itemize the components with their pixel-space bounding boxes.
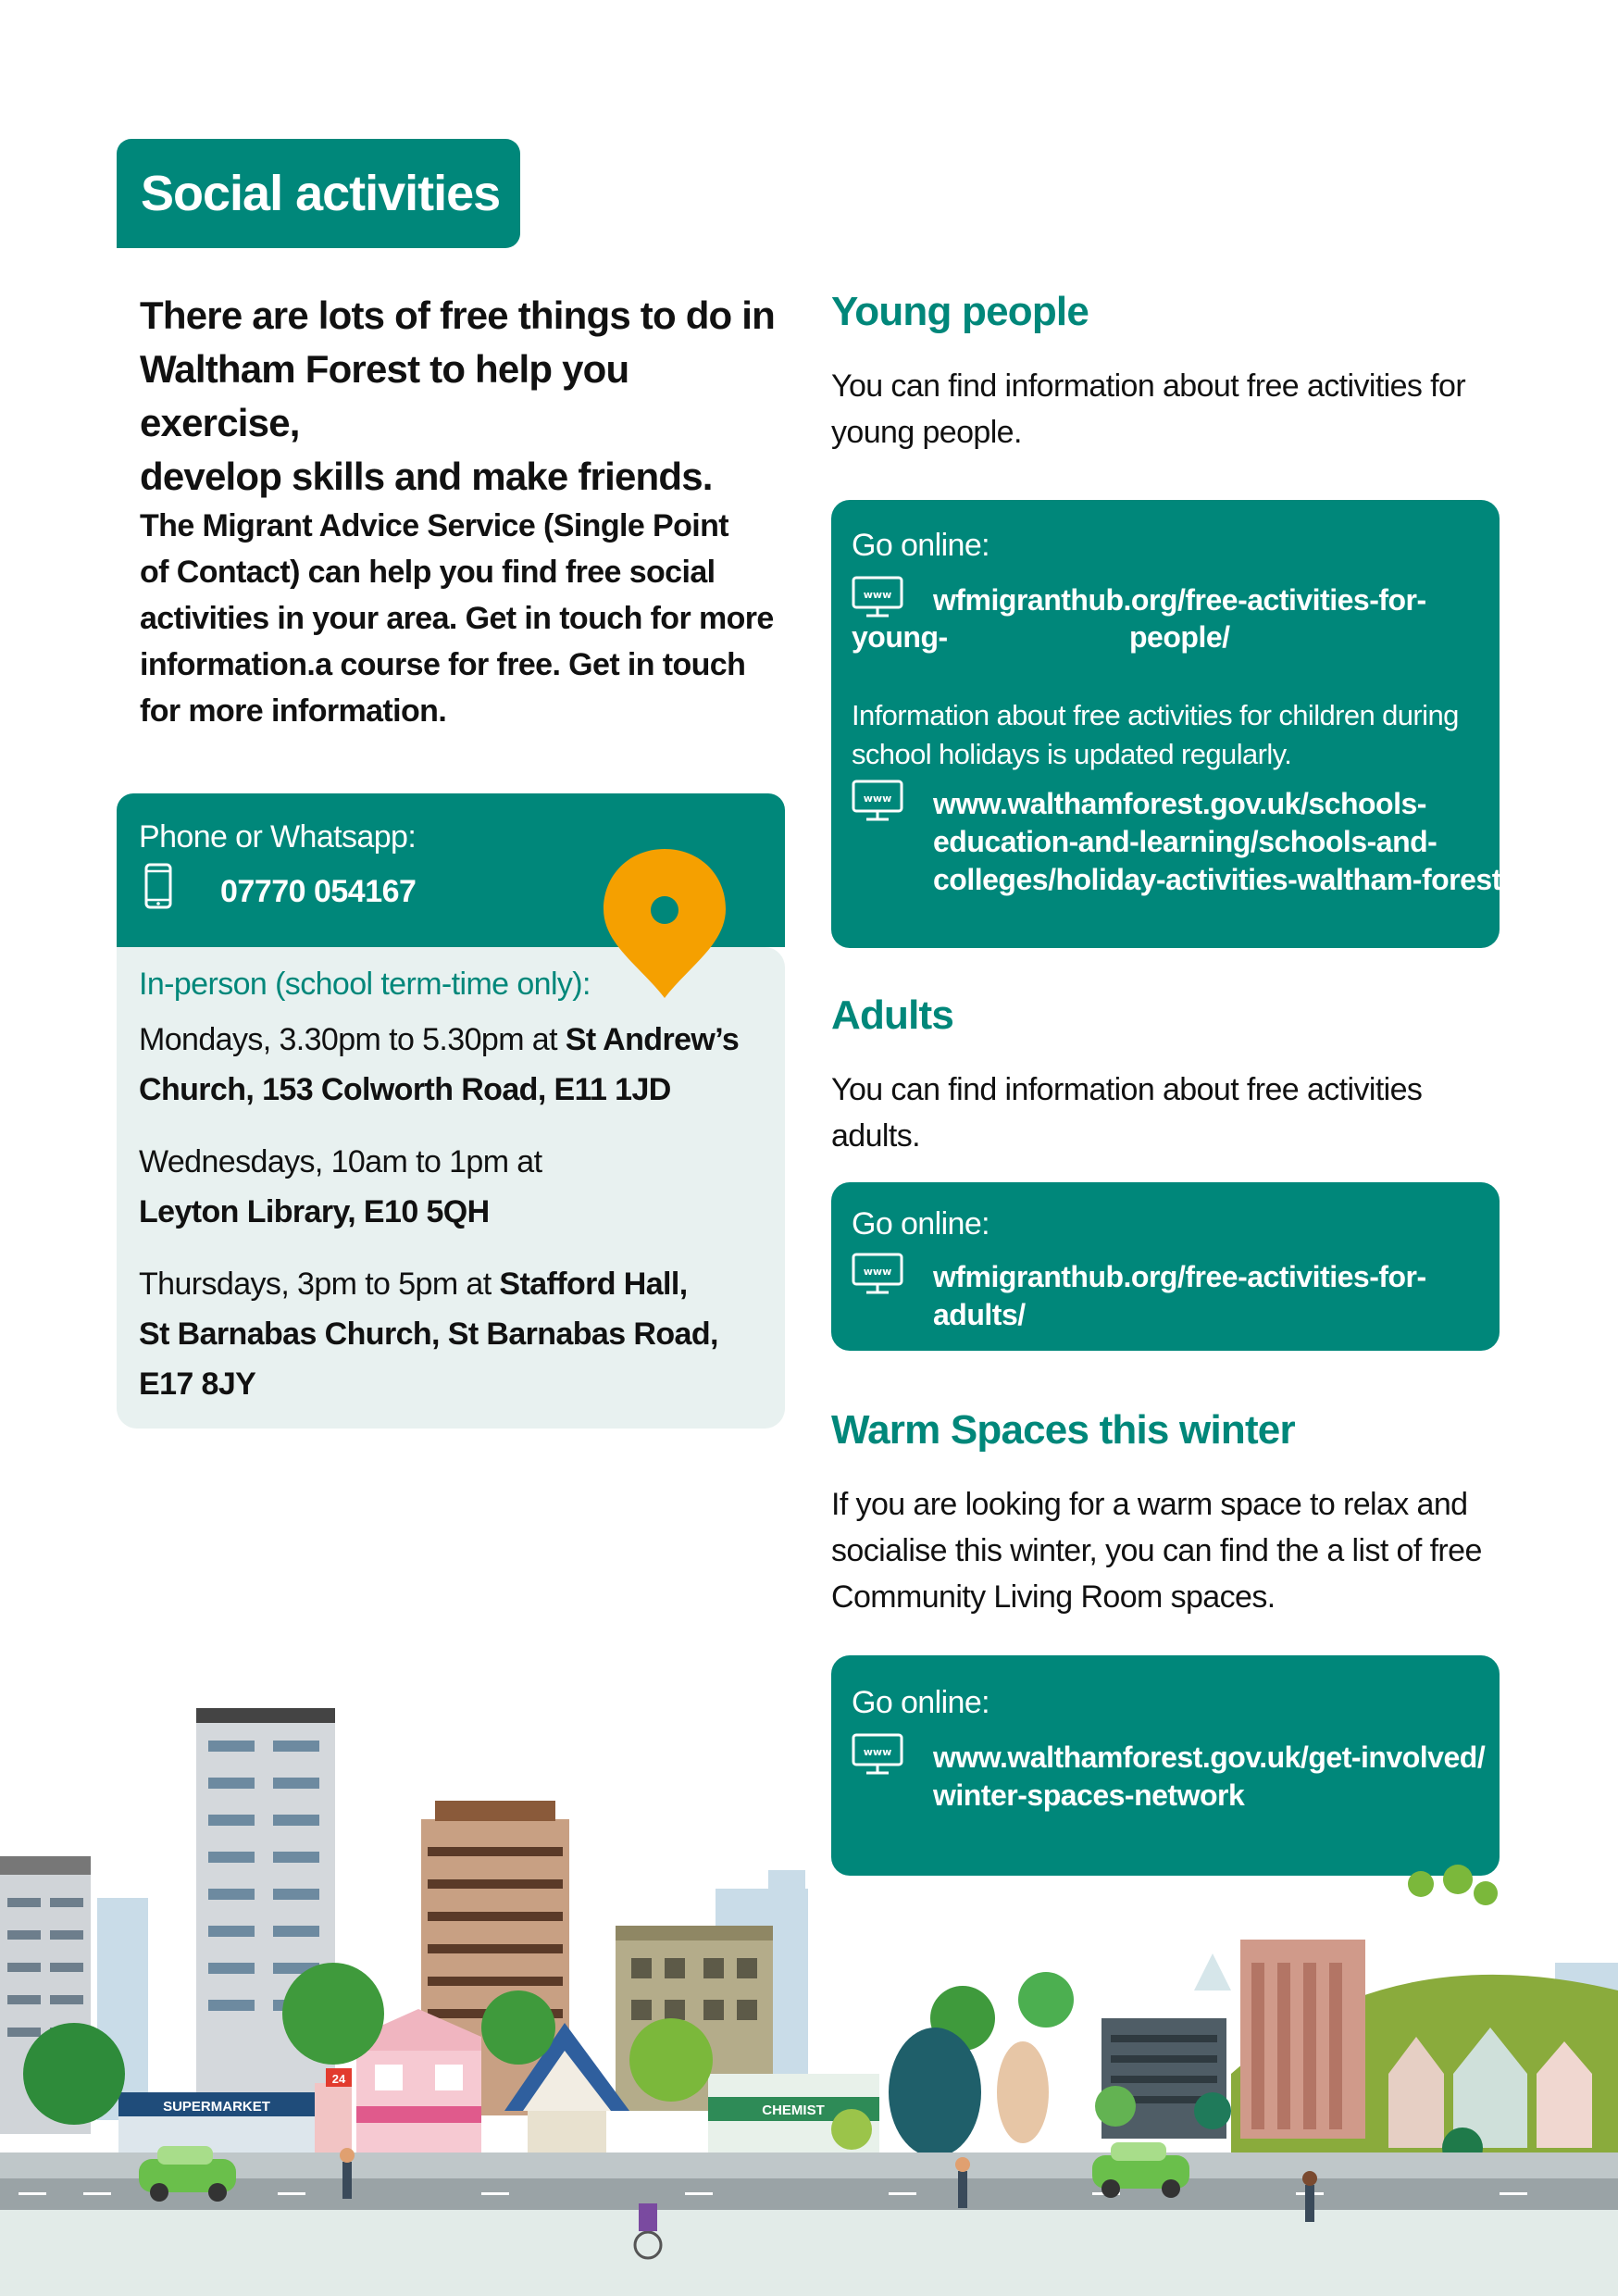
warm-spaces-heading: Warm Spaces this winter xyxy=(831,1407,1295,1453)
text-line: adults. xyxy=(831,1118,920,1154)
supermarket-sign: SUPERMARKET xyxy=(163,2099,270,2115)
link-line[interactable]: winter-spaces-network xyxy=(933,1778,1245,1812)
holiday-activities-link[interactable] xyxy=(933,785,1501,899)
young-people-text xyxy=(831,363,1498,455)
mas-line: activities in your area. Get in touch for more xyxy=(140,601,774,636)
phone-number[interactable]: 07770 054167 xyxy=(220,874,417,909)
intro-text xyxy=(140,289,788,504)
text-line: socialise this winter, you can find the a list of free xyxy=(831,1533,1482,1568)
link-line[interactable]: www.walthamforest.gov.uk/schools- xyxy=(933,787,1426,820)
intro-line: develop skills and make friends. xyxy=(140,455,713,498)
location-pin-icon xyxy=(600,847,729,1004)
warm-spaces-text xyxy=(831,1481,1498,1620)
page-title: Social activities xyxy=(141,166,501,221)
young-people-online-box xyxy=(831,500,1500,948)
schedule-venue: Stafford Hall, xyxy=(499,1267,688,1302)
link-line[interactable]: education-and-learning/schools-and- xyxy=(933,825,1438,858)
schedule-prefix: Mondays, 3.30pm to 5.30pm at xyxy=(139,1022,566,1057)
schedule-prefix: Thursdays, 3pm to 5pm at xyxy=(139,1267,500,1302)
schedule-venue: Church, 153 Colworth Road, E11 1JD xyxy=(139,1072,671,1107)
note-line: Information about free activities for children during xyxy=(852,699,1459,731)
svg-text:www: www xyxy=(863,1746,892,1758)
inperson-label: In-person (school term-time only): xyxy=(139,967,591,1002)
adults-online-box xyxy=(831,1182,1500,1351)
svg-text:www: www xyxy=(863,589,892,601)
adults-link[interactable] xyxy=(933,1258,1426,1334)
website-icon xyxy=(852,1253,903,1300)
migrant-advice-text xyxy=(140,503,788,734)
shop-number: 24 xyxy=(331,2072,346,2086)
adults-heading: Adults xyxy=(831,992,954,1038)
link-line[interactable]: wfmigranthub.org/free-activities-for- xyxy=(933,1260,1426,1293)
mas-line: for more information. xyxy=(140,693,447,729)
schedule-venue: Leyton Library, E10 5QH xyxy=(139,1194,490,1229)
svg-text:www: www xyxy=(863,1266,892,1278)
text-line: You can find information about free activities for xyxy=(831,368,1466,404)
chemist-sign: CHEMIST xyxy=(762,2103,825,2118)
link-line[interactable]: colleges/holiday-activities-waltham-forest xyxy=(933,863,1501,896)
website-icon xyxy=(852,780,903,827)
schedule-venue: St Barnabas Church, St Barnabas Road, xyxy=(139,1316,718,1352)
mas-line: The Migrant Advice Service (Single Point xyxy=(140,508,728,543)
young-people-heading: Young people xyxy=(831,289,1089,334)
note-line: school holidays is updated regularly. xyxy=(852,738,1292,770)
mas-line: information.a course for free. Get in touch xyxy=(140,647,746,682)
text-line: You can find information about free activities xyxy=(831,1072,1423,1107)
link-line[interactable]: www.walthamforest.gov.uk/get-involved/ xyxy=(933,1741,1486,1774)
go-online-label: Go online: xyxy=(852,528,989,563)
link-line[interactable]: adults/ xyxy=(933,1298,1026,1331)
young-people-link-wrap[interactable]: young- xyxy=(852,620,948,654)
phone-label: Phone or Whatsapp: xyxy=(139,819,417,855)
intro-line: There are lots of free things to do in xyxy=(140,293,775,337)
text-line: young people. xyxy=(831,415,1022,450)
street-scene-illustration xyxy=(0,1685,1618,2296)
holiday-note xyxy=(852,696,1459,774)
schedule-monday xyxy=(139,1015,768,1115)
schedule-venue: E17 8JY xyxy=(139,1366,256,1402)
schedule-venue: St Andrew’s xyxy=(565,1022,740,1057)
schedule-thursday xyxy=(139,1259,768,1409)
text-line: Community Living Room spaces. xyxy=(831,1579,1276,1615)
website-icon xyxy=(852,576,903,623)
schedule-prefix: Wednesdays, 10am to 1pm at xyxy=(139,1144,542,1179)
schedule-wednesday xyxy=(139,1137,768,1237)
mas-line: of Contact) can help you find free social xyxy=(140,555,716,590)
adults-text xyxy=(831,1067,1498,1159)
section-title-tab xyxy=(117,139,520,248)
intro-line: Waltham Forest to help you exercise, xyxy=(140,347,629,444)
text-line: If you are looking for a warm space to relax and xyxy=(831,1487,1468,1522)
go-online-label: Go online: xyxy=(852,1206,989,1242)
svg-text:www: www xyxy=(863,792,892,805)
go-online-label: Go online: xyxy=(852,1685,989,1720)
young-people-link[interactable]: wfmigranthub.org/free-activities-for- xyxy=(933,583,1426,617)
young-people-link-wrap[interactable]: people/ xyxy=(1129,620,1230,654)
mobile-phone-icon xyxy=(144,863,172,914)
